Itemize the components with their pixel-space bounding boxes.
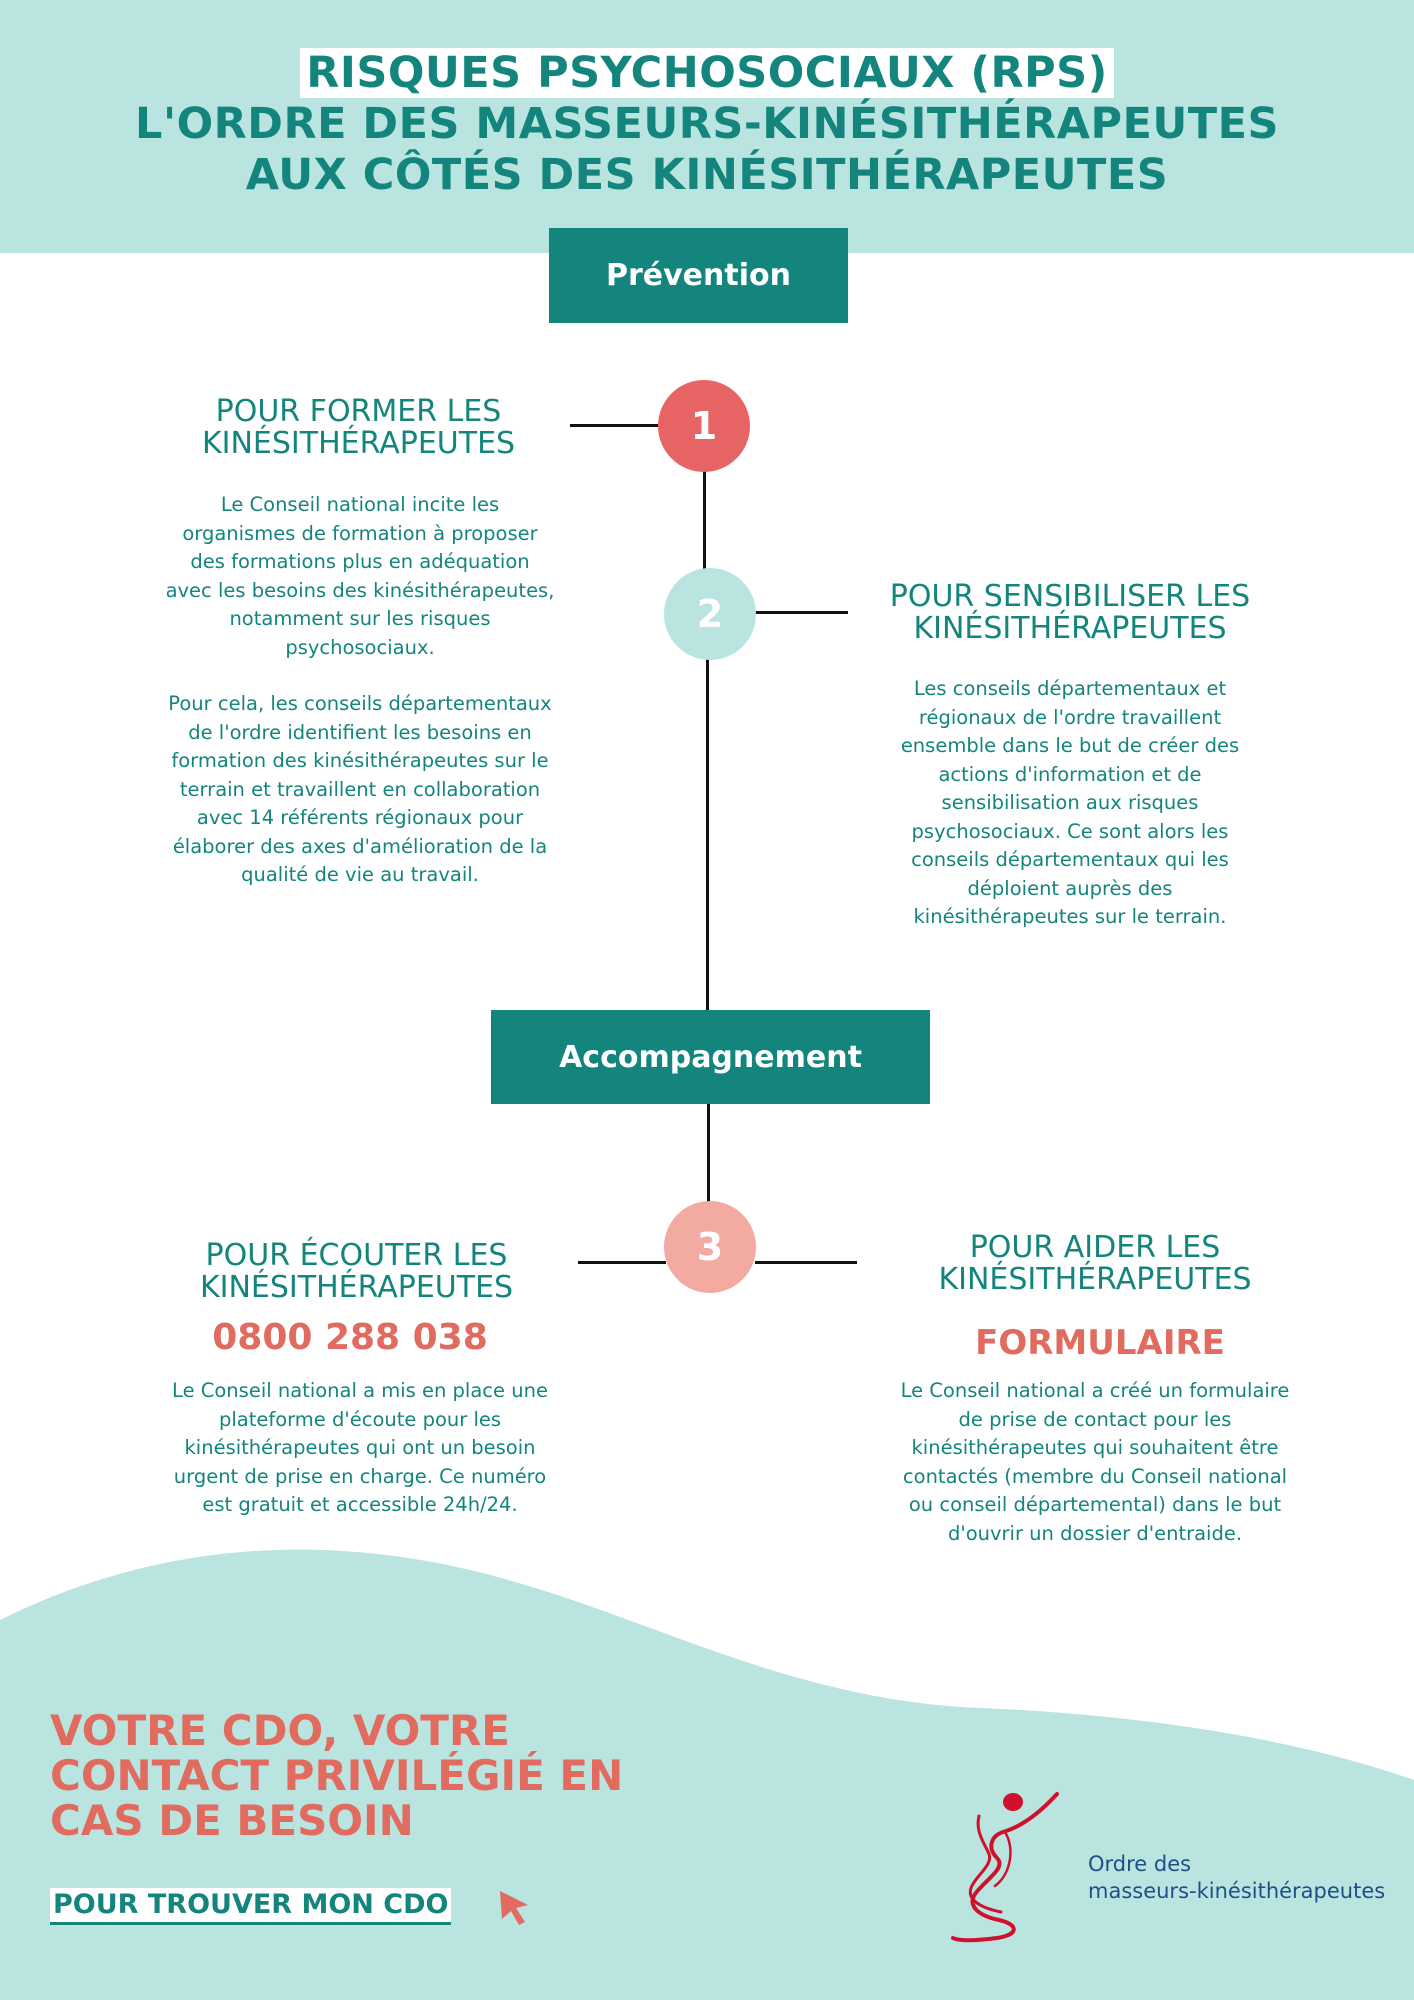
stage-accompagnement: Accompagnement [491,1010,930,1104]
formulaire-link[interactable]: FORMULAIRE [975,1323,1225,1363]
step-1-heading-line-1: POUR FORMER LES [215,394,502,429]
step-3-left-heading-line-1: POUR ÉCOUTER LES [205,1238,508,1273]
step-2-badge: 2 [664,568,756,660]
title-line-2: L'ORDRE DES MASSEURS-KINÉSITHÉRAPEUTES [135,99,1279,149]
step-2-heading-line-2: KINÉSITHÉRAPEUTES [913,611,1227,646]
step-2-heading [840,581,1300,645]
step-3-right-text: Le Conseil national a créé un formulaire de prise de contact pour les kinésithérapeutes qui souhaitent être contactés (membre du Conseil national ou conseil départemental) dans le but d'ouvrir un dossier d'entraide. [900,1379,1290,1545]
step-3-left-heading-line-2: KINÉSITHÉRAPEUTES [199,1270,514,1305]
step-2-text: Les conseils départementaux et régionaux de l'ordre travaillent ensemble dans le but de créer des actions d'information et de sensibilisation aux risques psychosociaux. Ce sont alors les conseils départementaux qui les déploient auprès des kinésithérapeutes sur le terrain. [900,677,1240,928]
step-3-left-heading [110,1240,603,1304]
step-1-badge: 1 [658,380,750,472]
find-cdo-link[interactable]: POUR TROUVER MON CDO [50,1888,451,1925]
logo-text [1088,1851,1385,1905]
step-2-heading-line-1: POUR SENSIBILISER LES [889,579,1251,614]
footer-cta [50,1708,623,1843]
step-1-text-2: Pour cela, les conseils départementaux de l'ordre identifient les besoins en formation des kinésithérapeutes sur le terrain et travaillent en collaboration avec 14 référents régionaux pour élaborer des axes d'amélioration de la qualité de vie au travail. [168,692,552,886]
step-1-text-1: Le Conseil national incite les organismes de formation à proposer des formations plus en adéquation avec les besoins des kinésithérapeutes, notamment sur les risques psychosociaux. [165,493,555,659]
footer-cta-line-3: CAS DE BESOIN [50,1796,414,1845]
connector-1-2 [703,470,706,570]
step-3-right-heading [870,1232,1320,1296]
page-title [0,48,1414,201]
phone-number[interactable]: 0800 288 038 [212,1317,488,1358]
cursor-arrow-icon [496,1888,532,1928]
logo-text-line-2: masseurs-kinésithérapeutes [1088,1879,1386,1903]
title-line-1: RISQUES PSYCHOSOCIAUX (RPS) [0,48,1414,99]
connector-2-stage [706,658,709,1011]
connector-step3-right [755,1261,857,1264]
step-3-left-text: Le Conseil national a mis en place une plateforme d'écoute pour les kinésithérapeutes qui ont un besoin urgent de prise en charge. Ce numéro est gratuit et accessible 24h/24. [172,1379,548,1516]
step-1-heading [100,396,617,460]
step-3-right-heading-line-1: POUR AIDER LES [969,1230,1221,1265]
connector-step2-right [754,611,848,614]
ordre-logo-icon [945,1788,1065,1944]
footer-cta-line-1: VOTRE CDO, VOTRE [50,1706,510,1755]
step-3-right-heading-line-2: KINÉSITHÉRAPEUTES [938,1262,1252,1297]
step-3-badge: 3 [664,1201,756,1293]
stage-prevention: Prévention [549,228,848,323]
footer-cta-line-2: CONTACT PRIVILÉGIÉ EN [50,1751,624,1800]
title-line-3: AUX CÔTÉS DES KINÉSITHÉRAPEUTES [245,150,1169,200]
logo-text-line-1: Ordre des [1088,1852,1192,1876]
connector-stage-3 [707,1103,710,1203]
step-1-heading-line-2: KINÉSITHÉRAPEUTES [201,426,516,461]
